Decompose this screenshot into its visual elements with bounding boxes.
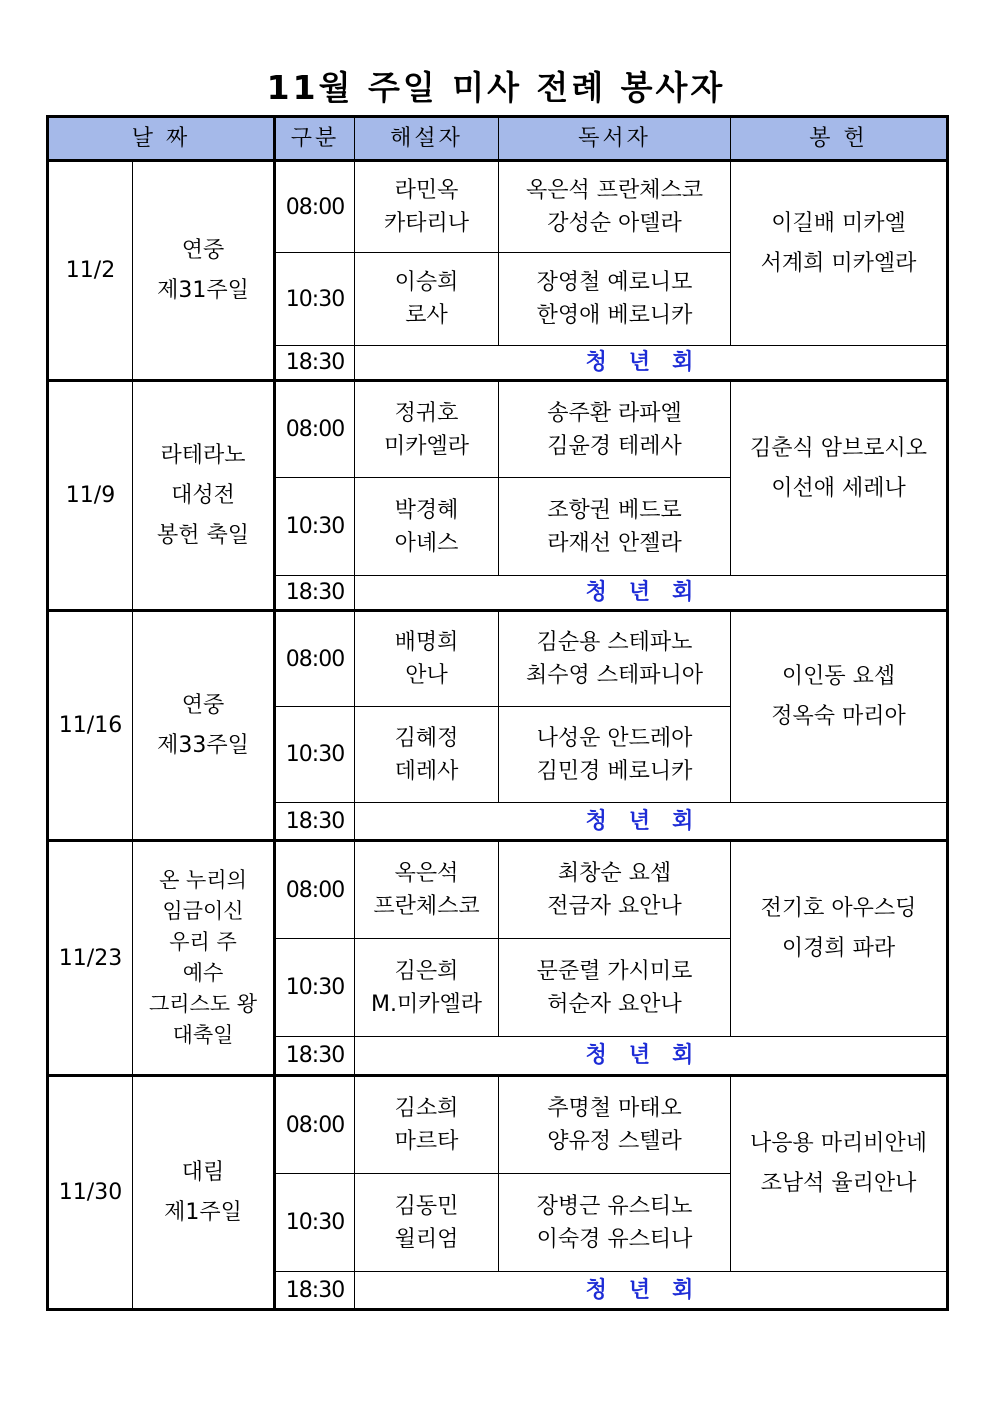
reader-name: 김윤경 테레사 [547, 433, 682, 459]
table-row [48, 1076, 948, 1174]
commentator-name: 마르타 [394, 1129, 459, 1154]
offertory-name: 이길배 미카엘 [771, 210, 906, 236]
reader-cell [499, 161, 731, 253]
page-title: 11월 주일 미사 전례 봉사자 [266, 68, 726, 107]
reader-cell [499, 1076, 731, 1174]
reader-name: 송주환 라파엘 [547, 400, 682, 426]
commentator-cell [355, 611, 499, 707]
reader-cell [499, 1174, 731, 1272]
time-cell: 10:30 [275, 478, 355, 576]
reader-name: 최수영 스테파니아 [525, 663, 703, 688]
table-row [48, 611, 948, 707]
youth-group-cell: 청년회 [355, 803, 948, 841]
commentator-cell [355, 841, 499, 939]
time-cell: 10:30 [275, 1174, 355, 1272]
header-slot: 구분 [275, 117, 355, 161]
feast-line: 대림 [181, 1159, 225, 1185]
commentator-name: 프란체스코 [373, 894, 480, 919]
commentator-name: 안나 [405, 663, 448, 688]
reader-name: 장영철 예로니모 [536, 270, 693, 295]
feast-line: 제1주일 [164, 1199, 242, 1225]
reader-name: 추명철 마태오 [547, 1096, 682, 1121]
reader-cell [499, 381, 731, 478]
reader-name: 이숙경 유스티나 [536, 1226, 693, 1252]
feast-cell [133, 611, 275, 841]
offertory-cell [731, 841, 948, 1037]
reader-name: 김순용 스테파노 [536, 630, 693, 655]
reader-name: 한영애 베로니카 [536, 303, 693, 328]
header-reader: 독서자 [499, 117, 731, 161]
feast-cell [133, 1076, 275, 1310]
time-cell: 08:00 [275, 1076, 355, 1174]
feast-line: 제31주일 [157, 277, 249, 303]
offertory-cell [731, 1076, 948, 1272]
reader-cell [499, 939, 731, 1037]
offertory-name: 정옥숙 마리아 [771, 704, 906, 729]
table-row [48, 841, 948, 939]
table-row [48, 381, 948, 478]
reader-cell [499, 841, 731, 939]
date-cell: 11/30 [48, 1076, 133, 1310]
reader-name: 최창순 요셉 [557, 861, 672, 886]
youth-group-cell: 청년회 [355, 1037, 948, 1076]
offertory-name: 서계희 미카엘라 [760, 250, 917, 276]
time-cell: 10:30 [275, 253, 355, 346]
commentator-name: 옥은석 [394, 861, 459, 886]
offertory-name: 나응용 마리비안네 [749, 1131, 927, 1156]
reader-name: 허순자 요안나 [547, 991, 682, 1017]
reader-name: 문준렬 가시미로 [536, 958, 693, 984]
commentator-name: 김소희 [394, 1096, 459, 1121]
time-cell: 10:30 [275, 939, 355, 1037]
commentator-name: 로사 [405, 303, 448, 328]
reader-name: 김민경 베로니카 [536, 758, 693, 784]
feast-line: 대축일 [172, 1023, 234, 1047]
reader-name: 양유정 스텔라 [547, 1129, 682, 1154]
time-cell: 18:30 [275, 576, 355, 611]
commentator-name: 배명희 [394, 630, 459, 655]
commentator-cell [355, 939, 499, 1037]
reader-cell [499, 707, 731, 803]
commentator-name: 김혜정 [394, 725, 459, 751]
commentator-cell [355, 381, 499, 478]
commentator-name: 카타리나 [383, 211, 469, 236]
commentator-cell [355, 253, 499, 346]
youth-group-cell: 청년회 [355, 576, 948, 611]
commentator-name: 미카엘라 [383, 433, 469, 459]
date-cell: 11/23 [48, 841, 133, 1076]
reader-name: 나성운 안드레아 [536, 725, 693, 751]
feast-line: 우리 주 [169, 930, 237, 954]
reader-cell [499, 611, 731, 707]
feast-line: 제33주일 [157, 732, 249, 758]
feast-cell [133, 381, 275, 611]
commentator-name: 윌리엄 [394, 1226, 459, 1252]
time-cell: 08:00 [275, 611, 355, 707]
offertory-cell [731, 611, 948, 803]
table-row [48, 161, 948, 253]
time-cell: 08:00 [275, 841, 355, 939]
time-cell: 18:30 [275, 1037, 355, 1076]
offertory-name: 이경희 파라 [781, 936, 896, 961]
youth-group-cell: 청년회 [355, 346, 948, 381]
feast-line: 라테라노 [160, 442, 246, 468]
offertory-name: 이선애 세레나 [771, 475, 906, 501]
commentator-name: 김동민 [394, 1193, 459, 1219]
youth-group-cell: 청년회 [355, 1272, 948, 1310]
commentator-name: 데레사 [394, 758, 459, 784]
feast-line: 임금이신 [162, 899, 244, 923]
time-cell: 08:00 [275, 161, 355, 253]
time-cell: 10:30 [275, 707, 355, 803]
commentator-name: M.미카엘라 [371, 991, 482, 1017]
time-cell: 18:30 [275, 1272, 355, 1310]
date-cell: 11/9 [48, 381, 133, 611]
commentator-name: 라민옥 [394, 178, 459, 203]
offertory-name: 전기호 아우스딩 [760, 896, 917, 921]
commentator-name: 정귀호 [394, 400, 459, 426]
header-commentator: 해설자 [355, 117, 499, 161]
commentator-cell [355, 707, 499, 803]
feast-line: 대성전 [171, 482, 235, 508]
commentator-cell [355, 1076, 499, 1174]
date-cell: 11/2 [48, 161, 133, 381]
feast-cell [133, 161, 275, 381]
reader-name: 조항권 베드로 [547, 497, 682, 523]
commentator-name: 김은희 [394, 958, 459, 984]
reader-cell [499, 478, 731, 576]
reader-cell [499, 253, 731, 346]
commentator-cell [355, 161, 499, 253]
feast-line: 온 누리의 [159, 868, 247, 892]
reader-name: 장병근 유스티노 [536, 1193, 693, 1219]
commentator-cell [355, 478, 499, 576]
feast-line: 예수 [182, 961, 224, 985]
reader-name: 옥은석 프란체스코 [525, 178, 703, 203]
reader-name: 전금자 요안나 [547, 894, 682, 919]
feast-line: 연중 [181, 692, 225, 718]
offertory-cell [731, 381, 948, 576]
offertory-name: 김춘식 암브로시오 [749, 435, 927, 461]
schedule-table [46, 115, 949, 1311]
reader-name: 라재선 안젤라 [547, 530, 682, 556]
time-cell: 18:30 [275, 803, 355, 841]
commentator-name: 이승희 [394, 270, 459, 295]
feast-line: 연중 [181, 237, 225, 263]
feast-line: 봉헌 축일 [156, 522, 249, 548]
offertory-name: 조남석 율리안나 [760, 1171, 917, 1196]
time-cell: 18:30 [275, 346, 355, 381]
date-cell: 11/16 [48, 611, 133, 841]
header-row [48, 117, 948, 161]
offertory-cell [731, 161, 948, 346]
reader-name: 강성순 아델라 [547, 211, 682, 236]
commentator-cell [355, 1174, 499, 1272]
time-cell: 08:00 [275, 381, 355, 478]
commentator-name: 아녜스 [394, 530, 459, 556]
feast-cell [133, 841, 275, 1076]
commentator-name: 박경혜 [394, 497, 459, 523]
offertory-name: 이인동 요셉 [781, 664, 896, 689]
header-offertory: 봉 헌 [731, 117, 948, 161]
header-date: 날 짜 [48, 117, 275, 161]
feast-line: 그리스도 왕 [148, 992, 258, 1016]
